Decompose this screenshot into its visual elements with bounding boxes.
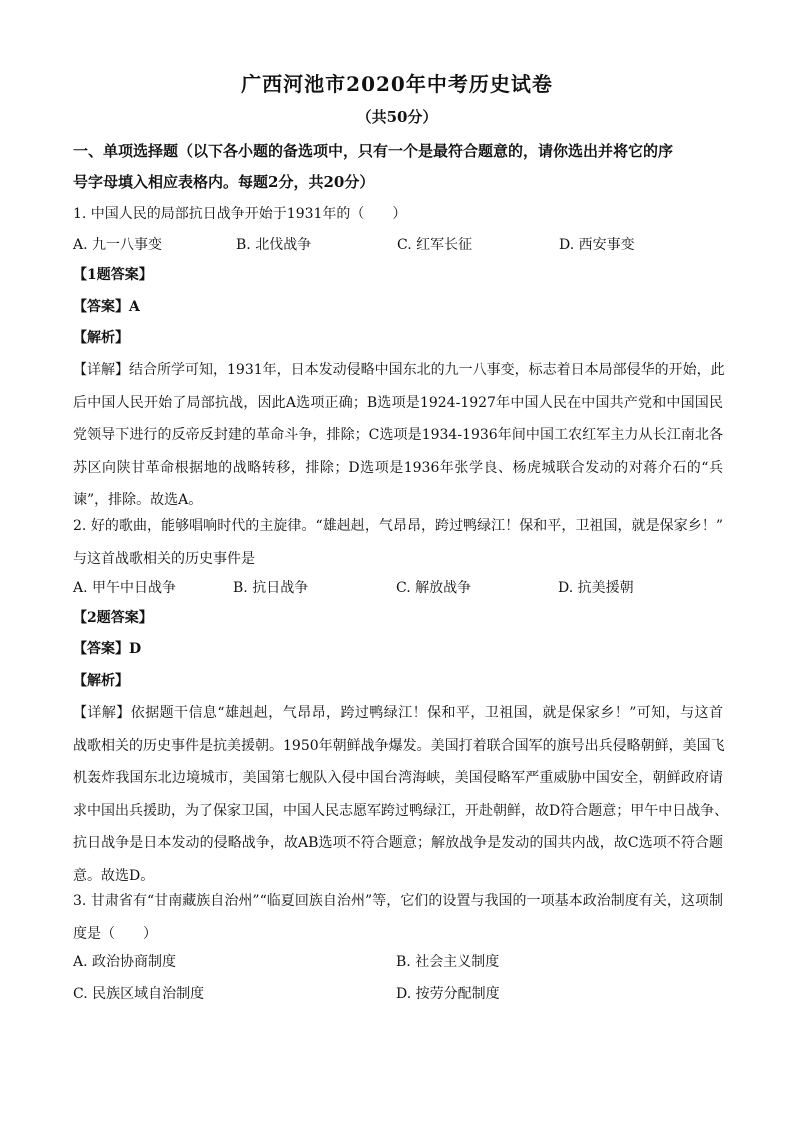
explanation-line: 战歌相关的历史事件是抗美援朝。1950年朝鲜战争爆发。美国打着联合国军的旗号出兵侵略朝鲜，美国飞: [73, 737, 725, 754]
explanation-line: 后中国人民开始了局部抗战，因此A选项正确；B选项是1924-1927年中国人民在中国共产党和中国国民: [73, 394, 723, 411]
explanation-line: 谏”，排除。故选A。: [73, 492, 203, 508]
question-2-stem: [73, 510, 723, 575]
answer-tag: 【2题答案】: [73, 610, 153, 626]
page-title: 广西河池市2020年中考历史试卷: [241, 72, 553, 96]
answer: 【答案】A: [73, 299, 140, 315]
stem-line: 2. 好的歌曲，能够唱响时代的主旋律。“雄赳赳，气昂昂，跨过鸭绿江！保和平，卫祖国，就是保家乡！”: [73, 518, 723, 534]
explanation-line: 机轰炸我国东北边境城市，美国第七舰队入侵中国台湾海峡，美国侵略军严重威胁中国安全，朝鲜政府请: [73, 770, 723, 786]
analysis-tag: 【解析】: [73, 330, 129, 346]
option-b: B. 北伐战争: [236, 237, 312, 253]
option-c: C. 解放战争: [396, 580, 472, 596]
explanation-line: 党领导下进行的反帝反封建的革命斗争，排除；C选项是1934-1936年间中国工农红军主力从长江南北各: [73, 427, 723, 443]
answer: 【答案】D: [73, 641, 142, 657]
analysis-tag: 【解析】: [73, 673, 129, 689]
question-2-explanation: [73, 697, 729, 892]
option-a: A. 甲午中日战争: [73, 580, 177, 596]
stem-line: 与这首战歌相关的历史事件是: [73, 550, 255, 567]
option-d: D. 按劳分配制度: [396, 986, 500, 1002]
question-2-options: [73, 577, 723, 597]
section-heading-line1: 一、单项选择题（以下各小题的备选项中，只有一个是最符合题意的，请你选出并将它的序: [73, 142, 674, 160]
question-1-explanation: [73, 354, 723, 517]
option-a: A. 九一八事变: [73, 237, 163, 253]
question-1-options: [73, 234, 723, 254]
option-c: C. 民族区域自治制度: [73, 986, 205, 1002]
explanation-line: 苏区向陕甘革命根据地的战略转移，排除；D选项是1936年张学良、杨虎城联合发动的对蒋介石的“兵: [73, 459, 723, 476]
option-b: B. 社会主义制度: [396, 954, 500, 970]
question-3-stem: [73, 885, 723, 950]
option-d: D. 西安事变: [559, 237, 635, 253]
answer-tag: 【1题答案】: [73, 267, 153, 283]
question-1-stem: 1. 中国人民的局部抗日战争开始于1931年的（ ）: [73, 206, 407, 222]
option-b: B. 抗日战争: [233, 580, 309, 596]
stem-line: 3. 甘肃省有“甘南藏族自治州”“临夏回族自治州”等，它们的设置与我国的一项基本政治制度有关，这项制: [73, 893, 723, 909]
option-a: A. 政治协商制度: [73, 954, 177, 970]
question-3-options-row2: [73, 983, 723, 1003]
question-3-options-row1: [73, 951, 723, 971]
explanation-line: 【详解】依据题干信息“雄赳赳，气昂昂，跨过鸭绿江！保和平，卫祖国，就是保家乡！”可知，与这首: [73, 705, 723, 721]
explanation-line: 意。故选D。: [73, 867, 155, 884]
explanation-line: 求中国出兵援助，为了保家卫国，中国人民志愿军跨过鸭绿江，开赴朝鲜，故D符合题意；甲午中日战争、: [73, 802, 729, 819]
total-score: （共50分）: [356, 108, 438, 126]
section-heading-line2: 号字母填入相应表格内。每题2分，共20分）: [73, 173, 375, 191]
explanation-line: 抗日战争是日本发动的侵略战争，故AB选项不符合题意；解放战争是发动的国共内战，故C选项不符合题: [73, 835, 723, 851]
explanation-line: 【详解】结合所学可知，1931年，日本发动侵略中国东北的九一八事变，标志着日本局部侵华的开始，此: [73, 362, 725, 378]
option-c: C. 红军长征: [397, 237, 473, 253]
option-d: D. 抗美援朝: [558, 580, 634, 596]
stem-line: 度是（ ）: [73, 925, 157, 942]
